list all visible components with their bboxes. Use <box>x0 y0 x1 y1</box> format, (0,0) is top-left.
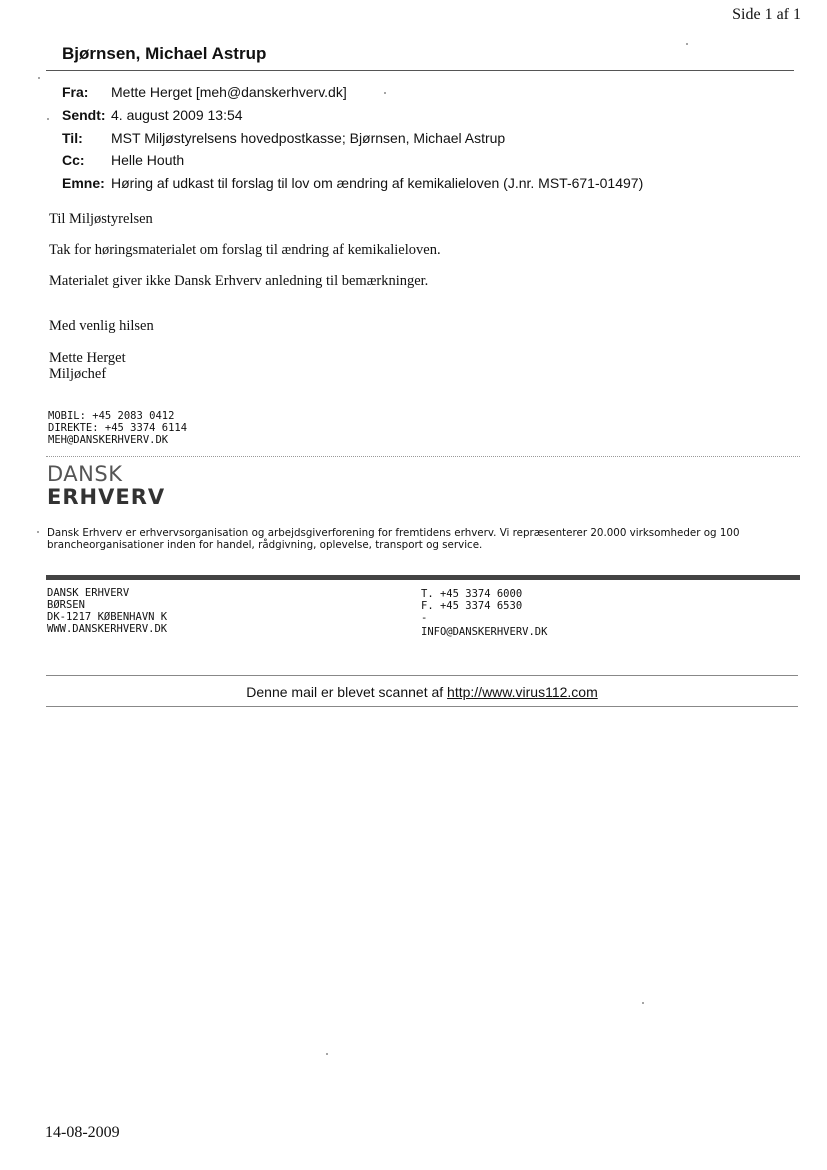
body-salutation: Til Miljøstyrelsen <box>49 211 153 227</box>
header-to-value: MST Miljøstyrelsens hovedpostkasse; Bjørnsen, Michael Astrup <box>111 130 506 146</box>
body-closing: Med venlig hilsen <box>49 318 154 334</box>
scan-speck <box>384 92 386 94</box>
header-cc <box>62 152 184 168</box>
page-number: Side 1 af 1 <box>732 6 801 23</box>
header-sent-label: Sendt: <box>62 107 106 123</box>
scan-speck <box>326 1053 328 1055</box>
address-divider-bar <box>46 575 800 580</box>
contact-email: MEH@DANSKERHVERV.DK <box>48 434 169 446</box>
logo-erhverv: ERHVERV <box>47 485 166 509</box>
org-dash: - <box>421 612 428 624</box>
scan-rule-top <box>46 675 798 676</box>
scan-notice-link[interactable]: http://www.virus112.com <box>447 684 598 700</box>
scan-speck <box>38 77 40 79</box>
header-from-label: Fra: <box>62 84 89 100</box>
org-fax: F. +45 3374 6530 <box>421 600 523 612</box>
header-cc-label: Cc: <box>62 152 85 168</box>
title-divider <box>46 70 794 71</box>
contact-mobile: MOBIL: +45 2083 0412 <box>48 410 175 422</box>
header-to-label: Til: <box>62 130 83 146</box>
scan-notice-text: Denne mail er blevet scannet af <box>246 684 448 700</box>
header-cc-value: Helle Houth <box>111 152 185 168</box>
signature-role: Miljøchef <box>49 366 107 382</box>
address-line-1: DANSK ERHVERV <box>47 587 130 599</box>
scan-speck <box>47 118 49 120</box>
contact-direct: DIREKTE: +45 3374 6114 <box>48 422 188 434</box>
header-from <box>62 84 347 100</box>
org-description: Dansk Erhverv er erhvervsorganisation og arbejdsgiverforening for fremtidens erhverv. Vi repræsenterer 20.000 virksomheder og 100 brancheorganisationer inden for handel, rådgivning, oplevelse, transport og service. <box>47 527 740 551</box>
org-email: INFO@DANSKERHVERV.DK <box>421 626 548 638</box>
scan-rule-bottom <box>46 706 798 707</box>
org-phone: T. +45 3374 6000 <box>421 588 523 600</box>
scan-speck <box>642 1002 644 1004</box>
body-paragraph-2: Materialet giver ikke Dansk Erhverv anledning til bemærkninger. <box>49 273 429 289</box>
sender-title: Bjørnsen, Michael Astrup <box>62 44 267 63</box>
header-subject <box>62 175 643 191</box>
address-line-4: WWW.DANSKERHVERV.DK <box>47 623 168 635</box>
signature-name: Mette Herget <box>49 350 126 366</box>
signature-divider <box>46 456 800 457</box>
logo-dansk: DANSK <box>47 462 123 486</box>
scan-notice <box>46 684 798 700</box>
body-paragraph-1: Tak for høringsmaterialet om forslag til ændring af kemikalieloven. <box>49 242 441 258</box>
scan-speck <box>37 531 39 533</box>
header-sent <box>62 107 243 123</box>
address-line-3: DK-1217 KØBENHAVN K <box>47 611 168 623</box>
header-subject-value: Høring af udkast til forslag til lov om ændring af kemikalieloven (J.nr. MST-671-01497) <box>111 175 644 191</box>
footer-date: 14-08-2009 <box>45 1124 120 1141</box>
address-line-2: BØRSEN <box>47 599 85 611</box>
header-sent-value: 4. august 2009 13:54 <box>111 107 243 123</box>
header-from-value: Mette Herget [meh@danskerhverv.dk] <box>111 84 347 100</box>
scan-speck <box>686 43 688 45</box>
header-to <box>62 130 505 146</box>
header-subject-label: Emne: <box>62 175 105 191</box>
